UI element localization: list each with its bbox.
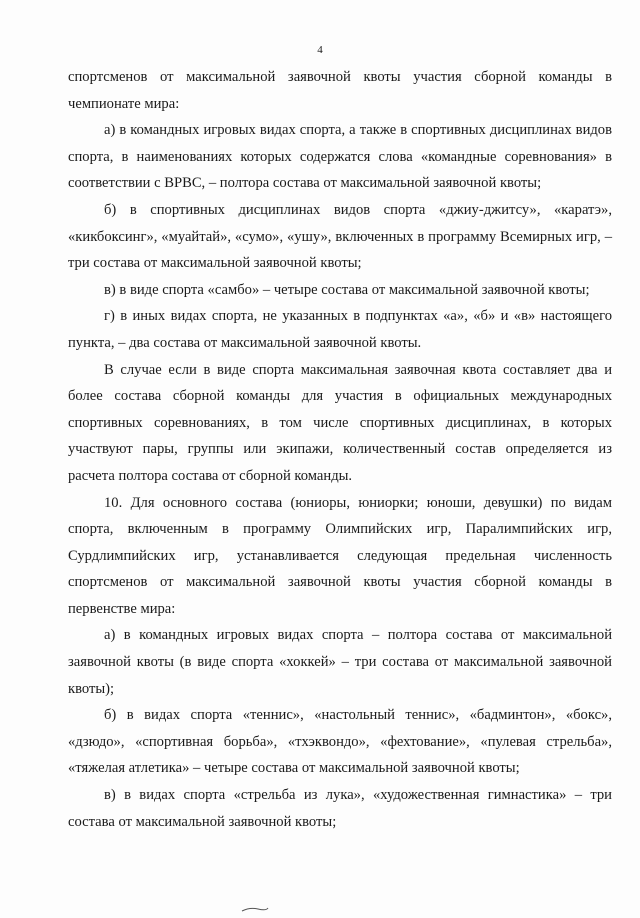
scan-artifact-mark: [240, 906, 270, 912]
paragraph-item-g: г) в иных видах спорта, не указанных в подпунктах «а», «б» и «в» настоящего пункта, – два состава от максимальной заявочной квоты.: [68, 308, 612, 351]
page-number: 4: [317, 44, 323, 56]
paragraph-10-item-v: в) в видах спорта «стрельба из лука», «художественная гимнастика» – три состава от максимальной заявочной квоты;: [68, 787, 612, 830]
paragraph-10-item-b: б) в видах спорта «теннис», «настольный теннис», «бадминтон», «бокс», «дзюдо», «спортивная борьба», «тхэквондо», «фехтование», «пулевая стрельба», «тяжелая атлетика» – четыре состава от максимальной заявочной квоты;: [68, 707, 612, 777]
paragraph-continuation: спортсменов от максимальной заявочной квоты участия сборной команды в чемпионате мира:: [68, 69, 612, 112]
paragraph-10-item-a: а) в командных игровых видах спорта – полтора состава от максимальной заявочной квоты (в виде спорта «хоккей» – три состава от максимальной заявочной квоты);: [68, 627, 612, 697]
paragraph-item-a: а) в командных игровых видах спорта, а также в спортивных дисциплинах видов спорта, в наименованиях которых содержатся слова «командные соревнования» в соответствии с ВРВС, – полтора состава от максимальной заявочной квоты;: [68, 122, 612, 192]
page-body: [68, 64, 612, 835]
paragraph-section-10: 10. Для основного состава (юниоры, юниорки; юноши, девушки) по видам спорта, включенным в программу Олимпийских игр, Паралимпийских игр, Сурдлимпийских игр, устанавливается следующая предельная численность спортсменов от максимальной заявочной квоты участия сборной команды в первенстве мира:: [68, 494, 612, 617]
paragraph-item-b: б) в спортивных дисциплинах видов спорта «джиу-джитсу», «каратэ», «кикбоксинг», «муайтай», «сумо», «ушу», включенных в программу Всемирных игр, – три состава от максимальной заявочной квоты;: [68, 201, 612, 272]
paragraph-quota-note: В случае если в виде спорта максимальная заявочная квота составляет два и более состава сборной команды для участия в официальных международных спортивных соревнованиях, в том числе спортивных дисциплинах, в которых участвуют пары, группы или экипажи, количественный состав определяется из расчета полтора состава от сборной команды.: [68, 361, 612, 484]
paragraph-item-v: в) в виде спорта «самбо» – четыре состава от максимальной заявочной квоты;: [104, 281, 590, 298]
